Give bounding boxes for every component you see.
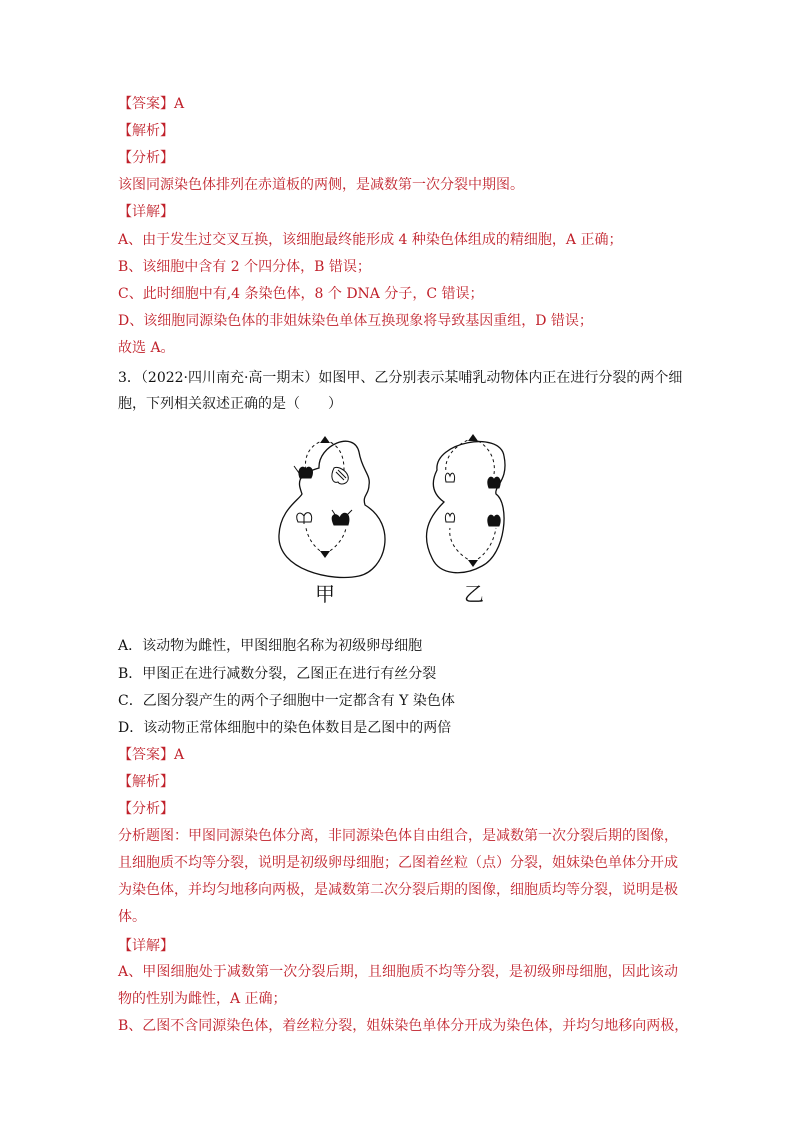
cell-division-figure	[274, 430, 524, 608]
q2-detail-d: D、该细胞同源染色体的非姐妹染色单体互换现象将导致基因重组，D 错误；	[118, 313, 593, 329]
figure-label-yi: 乙	[464, 582, 484, 606]
q2-xiangjie-label: 【详解】	[118, 204, 174, 220]
figure-label-jia: 甲	[315, 582, 335, 606]
q3-option-d: D．该动物正常体细胞中的染色体数目是乙图中的两倍	[118, 720, 452, 736]
q3-option-a: A．该动物为雌性，甲图细胞名称为初级卵母细胞	[118, 638, 423, 654]
q2-fenxi-label: 【分析】	[118, 150, 174, 166]
q2-answer-label: 【答案】A	[118, 96, 185, 112]
q2-detail-c: C、此时细胞中有,4 条染色体，8 个 DNA 分子，C 错误；	[118, 286, 484, 302]
q3-jiexi-label: 【解析】	[118, 774, 174, 790]
q3-xiangjie-label: 【详解】	[118, 938, 174, 954]
q3-option-b: B．甲图正在进行减数分裂，乙图正在进行有丝分裂	[118, 666, 437, 682]
q3-stem-line1: 3．（2022·四川南充·高一期末）如图甲、乙分别表示某哺乳动物体内正在进行分裂的两个细	[118, 370, 683, 386]
q2-detail-a: A、由于发生过交叉互换，该细胞最终能形成 4 种染色体组成的精细胞，A 正确；	[118, 232, 623, 248]
q3-stem-line2: 胞，下列相关叙述正确的是（ ）	[118, 396, 342, 412]
q2-fenxi-text: 该图同源染色体排列在赤道板的两侧，是减数第一次分裂中期图。	[118, 177, 524, 193]
q2-jiexi-label: 【解析】	[118, 123, 174, 139]
q3-fenxi-label: 【分析】	[118, 801, 174, 817]
q3-detail-a: A、甲图细胞处于减数第一次分裂后期，且细胞质不均等分裂，是初级卵母细胞，因此该动物的性别为雌性，A 正确；	[118, 964, 678, 1007]
cell-division-diagram	[274, 430, 524, 608]
q3-detail-b: B、乙图不含同源染色体，着丝粒分裂，姐妹染色单体分开成为染色体，并均匀地移向两极，	[118, 1018, 689, 1034]
q3-option-c: C．乙图分裂产生的两个子细胞中一定都含有 Y 染色体	[118, 693, 455, 709]
q3-answer-label: 【答案】A	[118, 747, 185, 763]
q2-conclusion: 故选 A。	[118, 340, 175, 356]
q3-fenxi-text: 分析题图：甲图同源染色体分离，非同源染色体自由组合，是减数第一次分裂后期的图像，且细胞质不均等分裂，说明是初级卵母细胞；乙图着丝粒（点）分裂，姐妹染色单体分开成为染色体，并均匀地移向两极，是减数第二次分裂后期的图像，细胞质均等分裂，说明是极体。	[118, 828, 678, 925]
cell-jia	[279, 441, 385, 577]
q2-detail-b: B、该细胞中含有 2 个四分体，B 错误；	[118, 259, 371, 275]
